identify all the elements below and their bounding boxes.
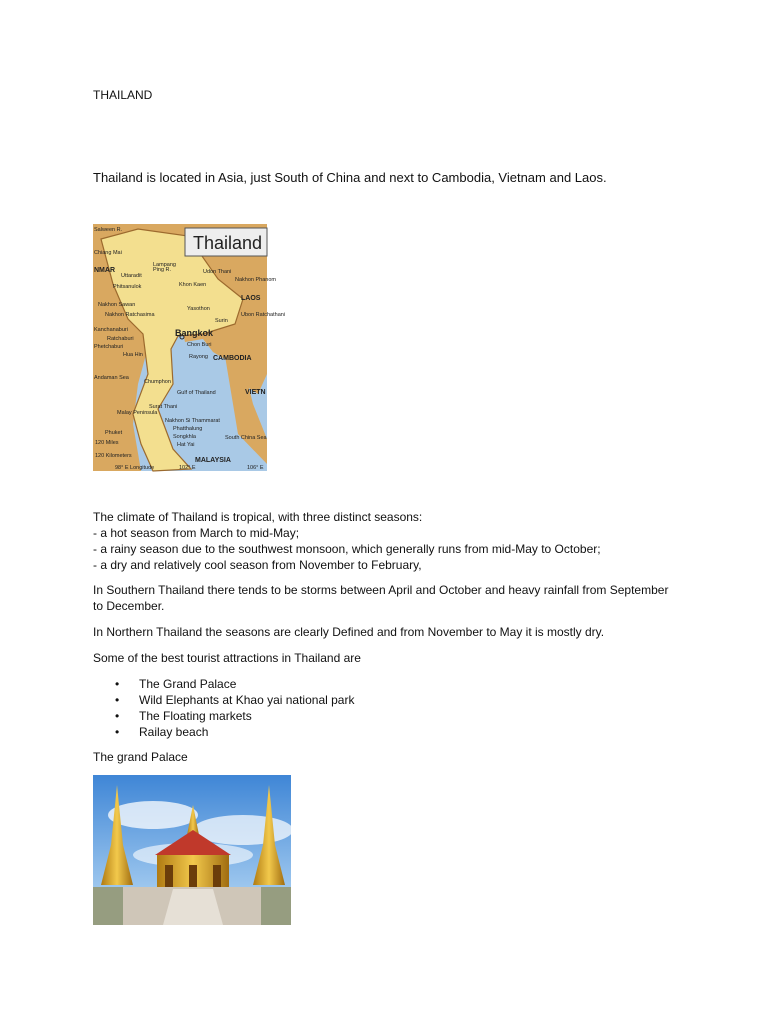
map-longitude-label: 98° E Longitude [115,465,155,471]
map-title-label: Thailand [193,233,263,253]
climate-paragraph [93,509,673,573]
map-city-label: Ubon Ratchathani [241,312,286,318]
map-country-myanmar: NMAR [94,267,115,274]
map-city-label: Phatthalung [173,426,203,432]
map-city-label: Nakhon Phanom [235,277,276,283]
list-item [93,676,354,692]
attractions-list [93,676,354,740]
map-capital-label: Bangkok [175,328,214,338]
map-city-label: Kanchanaburi [94,327,128,333]
map-city-label: Phetchaburi [94,344,124,350]
map-city-label: Phuket [105,430,123,436]
map-city-label: Udon Thani [203,269,232,275]
map-scale-label: 120 Kilometers [95,453,132,459]
map-city-label: Phitsanulok [113,284,142,290]
list-item-text: The Floating markets [139,709,252,723]
attractions-intro: Some of the best tourist attractions in Thailand are [93,651,361,665]
map-city-label: Khon Kaen [179,282,207,288]
southern-paragraph: In Southern Thailand there tends to be storms between April and October and heavy rainfall from September to December. [93,583,669,613]
map-city-label: Hua Hin [123,352,143,358]
map-city-label: Chumphon [144,379,171,385]
map-longitude-label: 106° E [247,465,264,471]
list-item-text: Railay beach [139,725,209,739]
map-city-label: Chiang Mai [94,250,122,256]
thailand-map-image [93,224,286,471]
bullet-icon: • [115,677,120,691]
map-longitude-label: 102° E [179,465,196,471]
map-country-cambodia: CAMBODIA [213,355,252,362]
map-water-label: Andaman Sea [94,375,129,381]
northern-paragraph: In Northern Thailand the seasons are clearly Defined and from November to May it is mostly dry. [93,625,605,639]
bullet-icon: • [115,709,120,723]
list-item [93,692,354,708]
map-city-label: Nakhon Sawan [98,302,136,308]
map-city-label: Chon Buri [187,342,212,348]
grand-palace-photo [93,775,291,925]
climate-line: - a hot season from March to mid-May; [93,526,300,540]
map-water-label: Gulf of Thailand [177,390,216,396]
list-item [93,708,354,724]
map-city-label: Yasothon [187,306,210,312]
palace-caption: The grand Palace [93,750,188,764]
map-city-label: Ping R. [153,267,172,273]
intro-paragraph: Thailand is located in Asia, just South of China and next to Cambodia, Vietnam and Laos. [93,170,607,185]
map-country-laos: LAOS [241,295,261,302]
list-item-text: Wild Elephants at Khao yai national park [139,693,355,707]
map-city-label: Salween R. [94,227,123,233]
list-item-text: The Grand Palace [139,677,237,691]
map-city-label: Surat Thani [149,404,178,410]
map-city-label: Songkhla [173,434,196,440]
map-city-label: Uttaradit [121,273,142,279]
map-city-label: Hat Yai [177,442,195,448]
map-water-label: Malay Peninsula [117,410,158,416]
map-city-label: Nakhon Si Thammarat [165,418,220,424]
bullet-icon: • [115,693,120,707]
climate-line: - a dry and relatively cool season from November to February, [93,558,422,572]
map-country-vietnam: VIETN [245,389,266,396]
map-city-label: Ratchaburi [107,336,134,342]
bullet-icon: • [115,725,120,739]
climate-line: - a rainy season due to the southwest monsoon, which generally runs from mid-May to October; [93,542,601,556]
map-city-label: Rayong [189,354,208,360]
map-water-label: South China Sea [225,435,267,441]
map-city-label: Nakhon Ratchasima [105,312,155,318]
list-item [93,724,354,740]
map-scale-label: 120 Miles [95,440,119,446]
map-city-label: Surin [215,318,228,324]
document-title: THAILAND [93,88,153,102]
climate-heading: The climate of Thailand is tropical, with three distinct seasons: [93,510,423,524]
map-country-malaysia: MALAYSIA [195,457,231,464]
map-city-label: Lampang [153,262,176,268]
